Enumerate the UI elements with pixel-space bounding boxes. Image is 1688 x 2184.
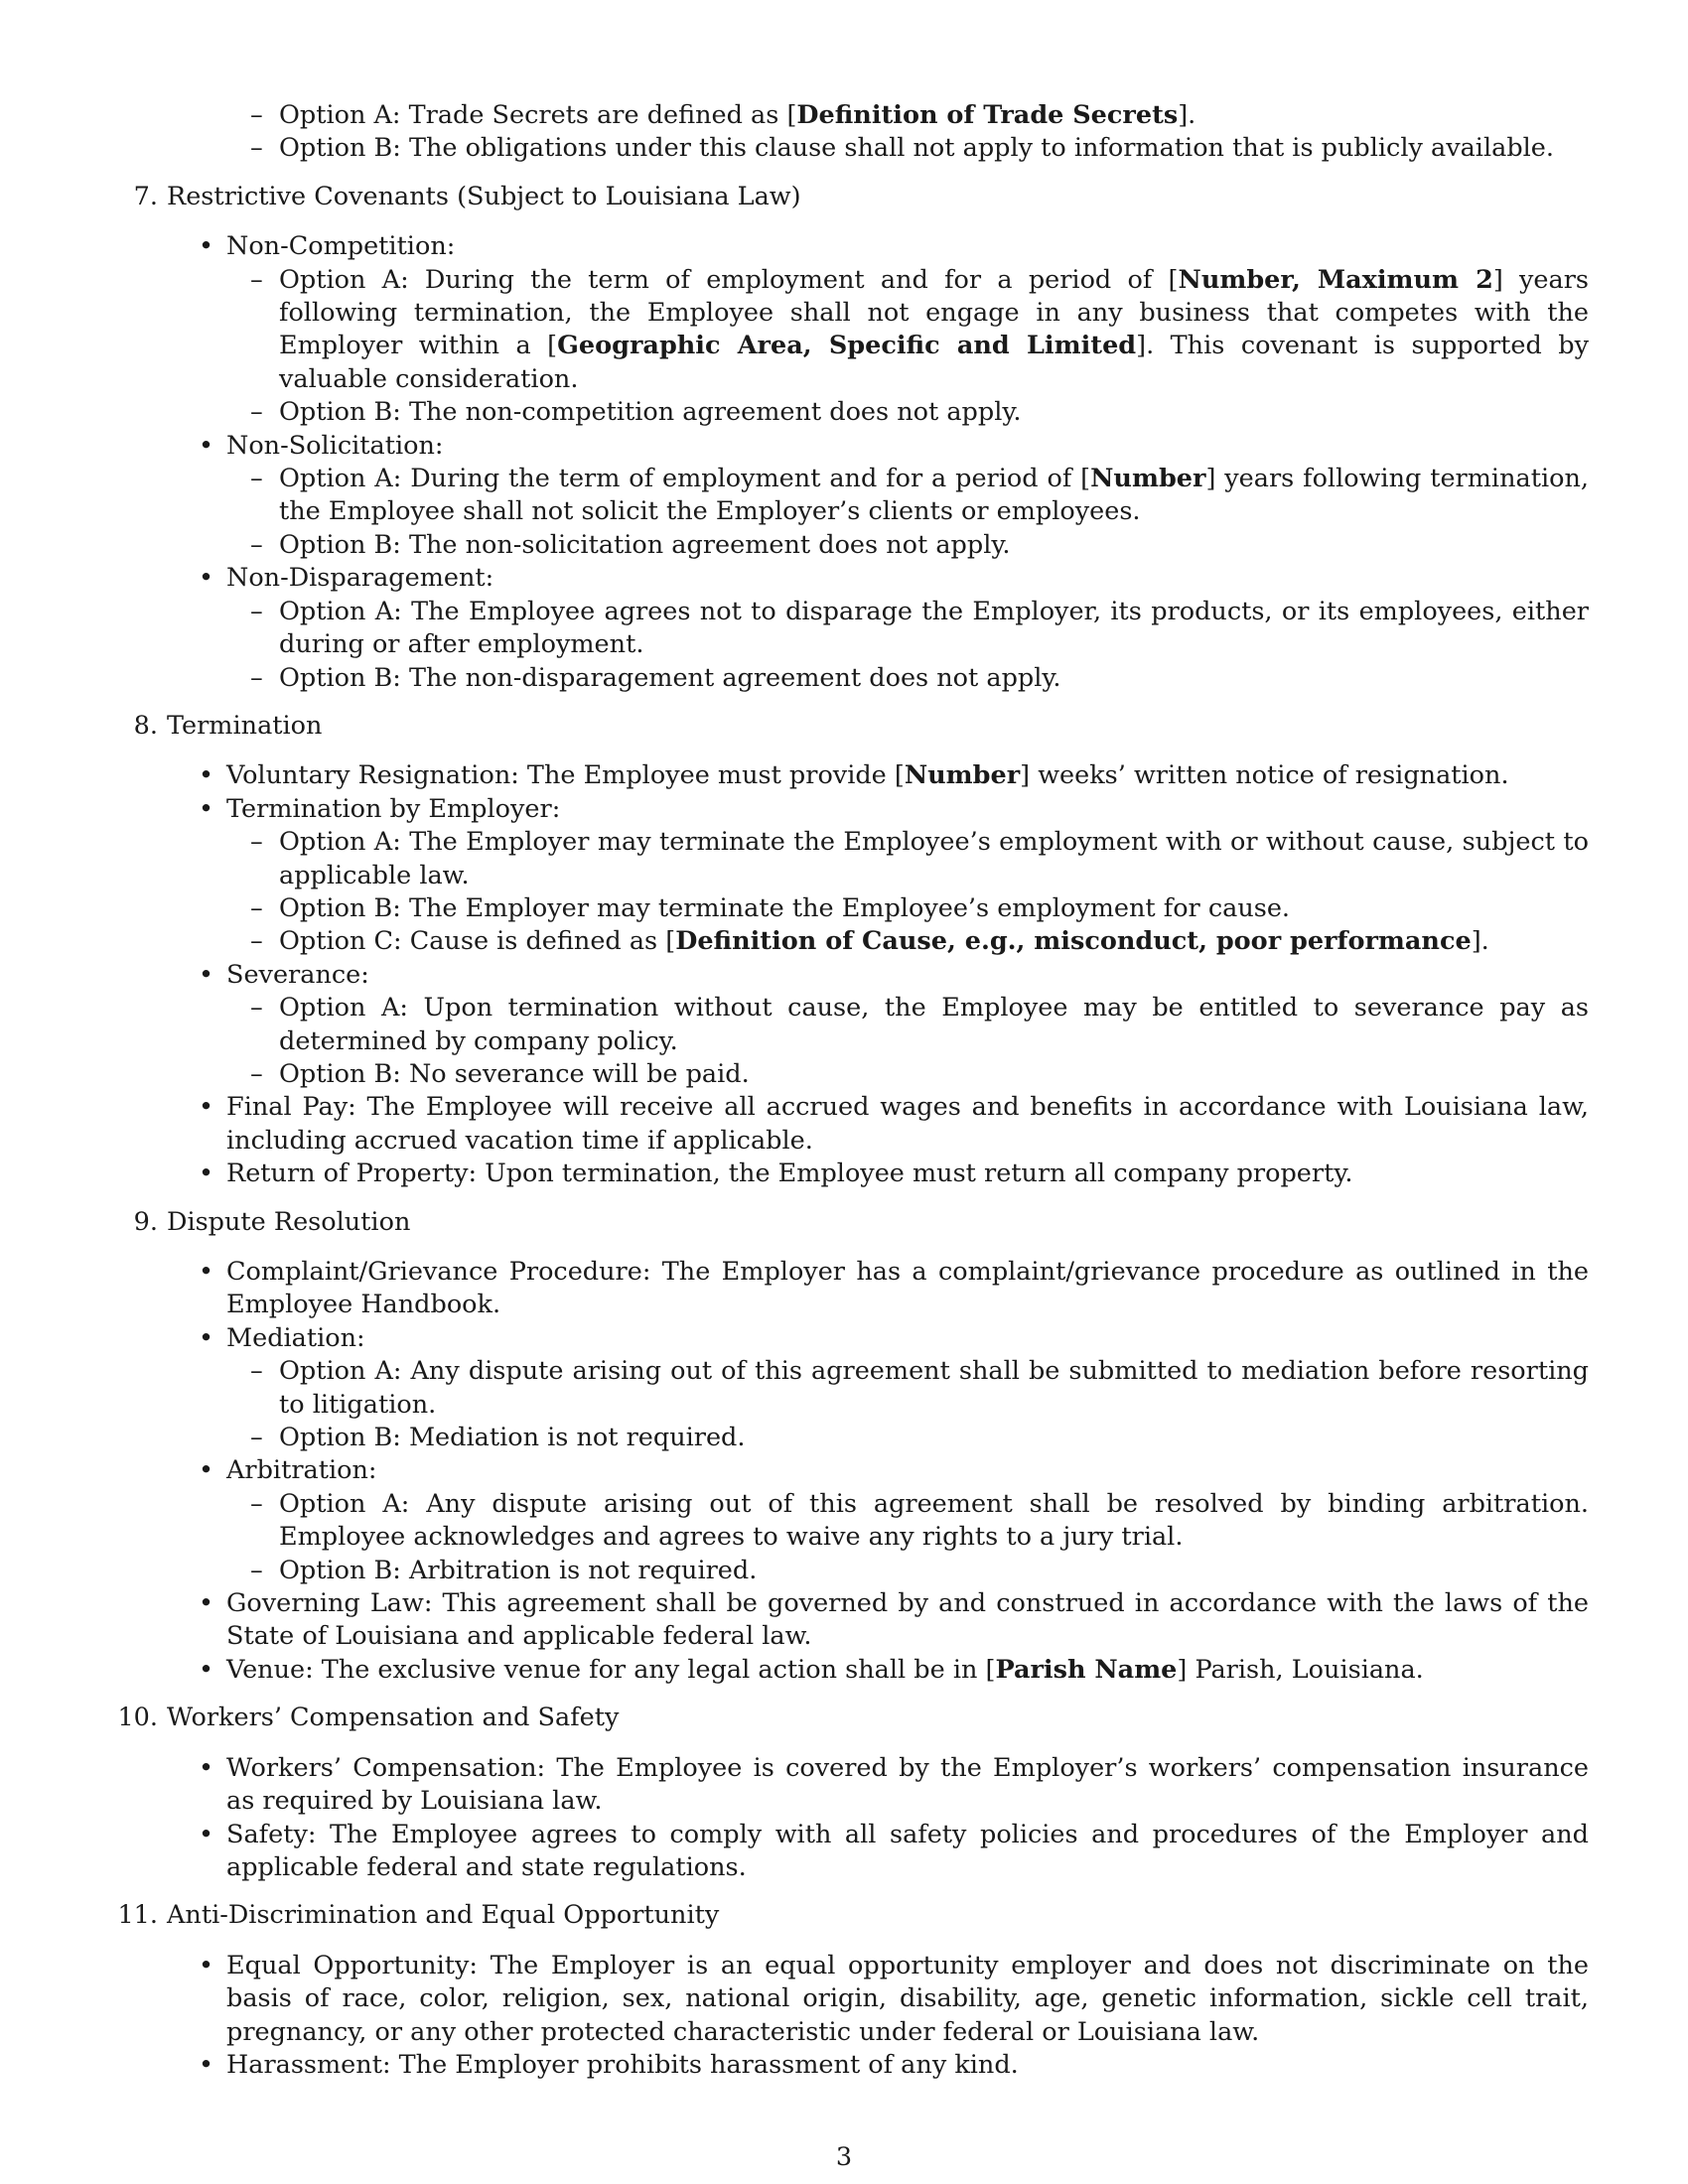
list-item-severance: • Severance: <box>104 959 1589 992</box>
bullet-marker: • <box>199 563 214 594</box>
bullet-marker: • <box>199 1322 214 1353</box>
dash-marker: – <box>250 926 263 957</box>
bullet-marker: • <box>199 1950 214 1980</box>
dash-marker: – <box>250 596 263 626</box>
dash-marker: – <box>250 100 263 130</box>
severance-option-a: – Option A: Upon termination without cause, the Employee may be entitled to severance pay as determined by company policy. <box>250 993 1589 1056</box>
dash-marker: – <box>250 1555 263 1585</box>
bullet-marker: • <box>199 1092 214 1123</box>
termination-option-b: – Option B: The Employer may terminate the Employee’s employment for cause. <box>104 892 1589 925</box>
bullet-marker: • <box>199 1455 214 1486</box>
non-competition-option-b: – Option B: The non-competition agreement does not apply. <box>104 396 1589 429</box>
dash-marker: – <box>250 1058 263 1089</box>
list-item-termination-by-employer: • Termination by Employer: <box>104 793 1589 826</box>
bullet-marker: • <box>199 1159 214 1189</box>
list-item-harassment: • Harassment: The Employer prohibits harassment of any kind. <box>104 2049 1589 2082</box>
bullet-marker: • <box>199 1654 214 1685</box>
dash-marker: – <box>250 264 263 295</box>
list-item-arbitration: • Arbitration: <box>104 1454 1589 1487</box>
non-solicitation-option-a: – Option A: During the term of employment and for a period of [Number] years following termination, the Employee shall not solicit the Employer’s clients or employees. <box>250 464 1589 527</box>
list-item-safety: • Safety: The Employee agrees to comply with all safety policies and procedures of the Employer and applicable federal and state regulations. <box>199 1819 1589 1882</box>
arbitration-option-b: – Option B: Arbitration is not required. <box>104 1555 1589 1587</box>
page-number: 3 <box>835 2142 853 2172</box>
dash-marker: – <box>250 993 263 1024</box>
dash-marker: – <box>250 1356 263 1387</box>
severance-option-b: – Option B: No severance will be paid. <box>104 1058 1589 1091</box>
list-item-non-competition: • Non-Competition: <box>104 230 1589 263</box>
bullet-marker: • <box>199 1819 214 1849</box>
dash-marker: – <box>250 464 263 494</box>
list-item-workers-compensation: • Workers’ Compensation: The Employee is covered by the Employer’s workers’ compensation insurance as required by Louisiana law. <box>199 1752 1589 1817</box>
bullet-marker: • <box>199 1752 214 1783</box>
non-disparagement-option-b: – Option B: The non-disparagement agreement does not apply. <box>104 662 1589 695</box>
list-item-governing-law: • Governing Law: This agreement shall be governed by and construed in accordance with the laws of the State of Louisiana and applicable federal law. <box>199 1588 1589 1652</box>
dash-marker: – <box>250 892 263 923</box>
termination-option-a: – Option A: The Employer may terminate the Employee’s employment with or without cause, subject to applicable law. <box>250 827 1589 890</box>
bullet-marker: • <box>199 2049 214 2080</box>
section-heading-9: 9. Dispute Resolution <box>133 1206 411 1237</box>
section-heading-10: 10. Workers’ Compensation and Safety <box>117 1703 620 1733</box>
list-item-non-disparagement: • Non-Disparagement: <box>104 562 1589 595</box>
bullet-marker: • <box>199 793 214 824</box>
list-item-return-of-property: • Return of Property: Upon termination, the Employee must return all company property. <box>104 1158 1589 1190</box>
list-item-mediation: • Mediation: <box>104 1322 1589 1355</box>
dash-marker: – <box>250 1488 263 1519</box>
dash-marker: – <box>250 827 263 858</box>
non-solicitation-option-b: – Option B: The non-solicitation agreement does not apply. <box>104 529 1589 562</box>
non-competition-option-a: – Option A: During the term of employment and for a period of [Number, Maximum 2] years following termination, the Employee shall not engage in any business that competes with the Employer within a [Geographic Area, Specific and Limited]. This covenant is supported by valuable consideration. <box>250 264 1590 394</box>
dash-marker: – <box>250 397 263 428</box>
dash-marker: – <box>250 1423 263 1453</box>
dash-marker: – <box>250 662 263 693</box>
non-disparagement-option-a: – Option A: The Employee agrees not to disparage the Employer, its products, or its employees, either during or after employment. <box>250 596 1589 660</box>
termination-option-c: – Option C: Cause is defined as [Definition of Cause, e.g., misconduct, poor performance]. <box>104 925 1589 958</box>
mediation-option-a: – Option A: Any dispute arising out of this agreement shall be submitted to mediation before resorting to litigation. <box>250 1356 1589 1420</box>
section-heading-11: 11. Anti-Discrimination and Equal Opportunity <box>117 1900 720 1931</box>
bullet-marker: • <box>199 430 214 461</box>
dash-marker: – <box>250 529 263 560</box>
list-item-venue: • Venue: The exclusive venue for any legal action shall be in [Parish Name] Parish, Louisiana. <box>104 1654 1589 1687</box>
trade-secrets-option-a: – Option A: Trade Secrets are defined as [Definition of Trade Secrets]. <box>104 99 1589 132</box>
mediation-option-b: – Option B: Mediation is not required. <box>104 1422 1589 1454</box>
list-item-voluntary-resignation: • Voluntary Resignation: The Employee must provide [Number] weeks’ written notice of resignation. <box>104 759 1589 792</box>
bullet-marker: • <box>199 1588 214 1619</box>
list-item-equal-opportunity: • Equal Opportunity: The Employer is an equal opportunity employer and does not discriminate on the basis of race, color, religion, sex, national origin, disability, age, genetic information, sickle cell trait, pregnancy, or any other protected characteristic under federal or Louisiana law. <box>199 1950 1589 2047</box>
section-heading-7: 7. Restrictive Covenants (Subject to Louisiana Law) <box>133 181 801 211</box>
bullet-marker: • <box>199 959 214 990</box>
bullet-marker: • <box>199 760 214 791</box>
list-item-final-pay: • Final Pay: The Employee will receive all accrued wages and benefits in accordance with Louisiana law, including accrued vacation time if applicable. <box>199 1092 1589 1156</box>
list-item-complaint-procedure: • Complaint/Grievance Procedure: The Employer has a complaint/grievance procedure as outlined in the Employee Handbook. <box>199 1257 1589 1320</box>
arbitration-option-a: – Option A: Any dispute arising out of this agreement shall be resolved by binding arbitration. Employee acknowledges and agrees to waive any rights to a jury trial. <box>250 1488 1589 1553</box>
document-body <box>104 99 1589 2082</box>
trade-secrets-option-b: – Option B: The obligations under this clause shall not apply to information that is publicly available. <box>104 132 1589 165</box>
list-item-non-solicitation: • Non-Solicitation: <box>104 430 1589 463</box>
bullet-marker: • <box>199 1257 214 1287</box>
dash-marker: – <box>250 133 263 164</box>
bullet-marker: • <box>199 231 214 262</box>
section-heading-8: 8. Termination <box>133 710 323 741</box>
